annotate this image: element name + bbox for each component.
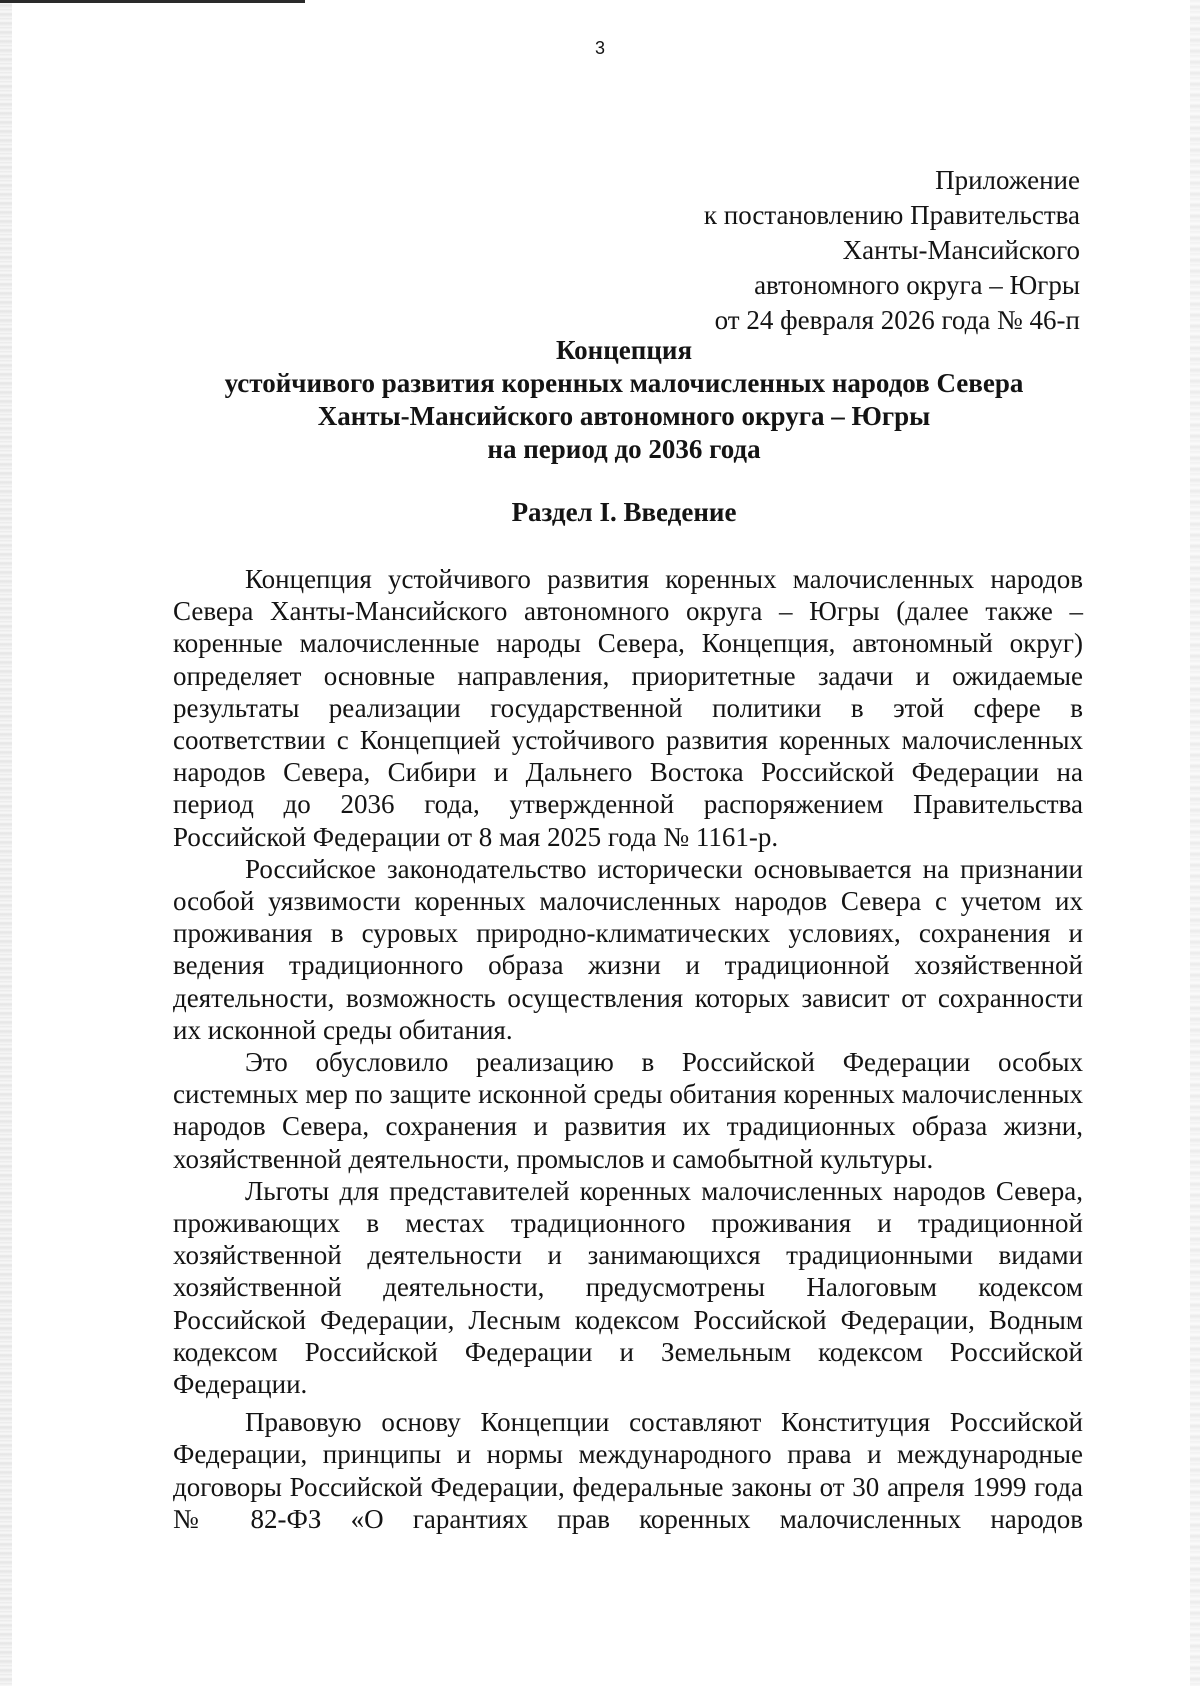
title-line: на период до 2036 года [487, 434, 761, 464]
paragraph: Концепция устойчивого развития коренных малочисленных народов Севера Ханты-Мансийского автономного округа – Югры (далее также – коренные малочисленные народы Севера, Концепция, автономный округ) определяет основные направления, приоритетные задачи и ожидаемые результаты реализации государственной политики в этой сфере в соответствии с Концепцией устойчивого развития коренных малочисленных народов Севера, Сибири и Дальнего Востока Российской Федерации на период до 2036 года, утвержденной распоряжением Правительства Российской Федерации от 8 мая 2025 года № 1161-р. [173, 564, 1083, 852]
section-heading: Раздел I. Введение [511, 497, 737, 527]
appendix-line: Ханты-Мансийского [842, 235, 1080, 265]
title-line: Ханты-Мансийского автономного округа – Югры [317, 401, 931, 431]
body-text [173, 563, 1083, 1535]
appendix-line: Приложение [935, 165, 1080, 195]
document-title [0, 334, 1200, 466]
paragraph: Льготы для представителей коренных малочисленных народов Севера, проживающих в местах традиционного проживания и традиционной хозяйственной деятельности и занимающихся традиционными видами хозяйственной деятельности, предусмотрены Налоговым кодексом Российской Федерации, Лесным кодексом Российской Федерации, Водным кодексом Российской Федерации и Земельным кодексом Российской Федерации. [173, 1175, 1083, 1400]
appendix-line: от 24 февраля 2026 года № 46-п [714, 305, 1080, 335]
paragraph: Это обусловило реализацию в Российской Федерации особых системных мер по защите исконной среды обитания коренных малочисленных народов Севера, сохранения и развития их традиционных образа жизни, хозяйственной деятельности, промыслов и самобытной культуры. [173, 1047, 1083, 1174]
scan-artifact-right-edge [1190, 0, 1200, 1686]
appendix-header [704, 163, 1080, 338]
paragraph: Российское законодательство исторически основывается на признании особой уязвимости коренных малочисленных народов Севера с учетом их проживания в суровых природно-климатических условиях, сохранения и ведения традиционного образа жизни и традиционной хозяйственной деятельности, возможность осуществления которых зависит от сохранности их исконной среды обитания. [173, 853, 1083, 1045]
title-line: Концепция [555, 335, 693, 365]
appendix-line: к постановлению Правительства [703, 200, 1080, 230]
appendix-line: автономного округа – Югры [754, 270, 1080, 300]
scan-artifact-top-line [0, 0, 305, 3]
title-line: устойчивого развития коренных малочисленных народов Севера [224, 368, 1024, 398]
scan-artifact-left-edge [0, 0, 12, 1686]
paragraph: Правовую основу Концепции составляют Конституция Российской Федерации, принципы и нормы международного права и международные договоры Российской Федерации, федеральные законы от 30 апреля 1999 года № 82-ФЗ «О гарантиях прав коренных малочисленных народов [173, 1407, 1083, 1534]
page-number: 3 [594, 38, 605, 58]
